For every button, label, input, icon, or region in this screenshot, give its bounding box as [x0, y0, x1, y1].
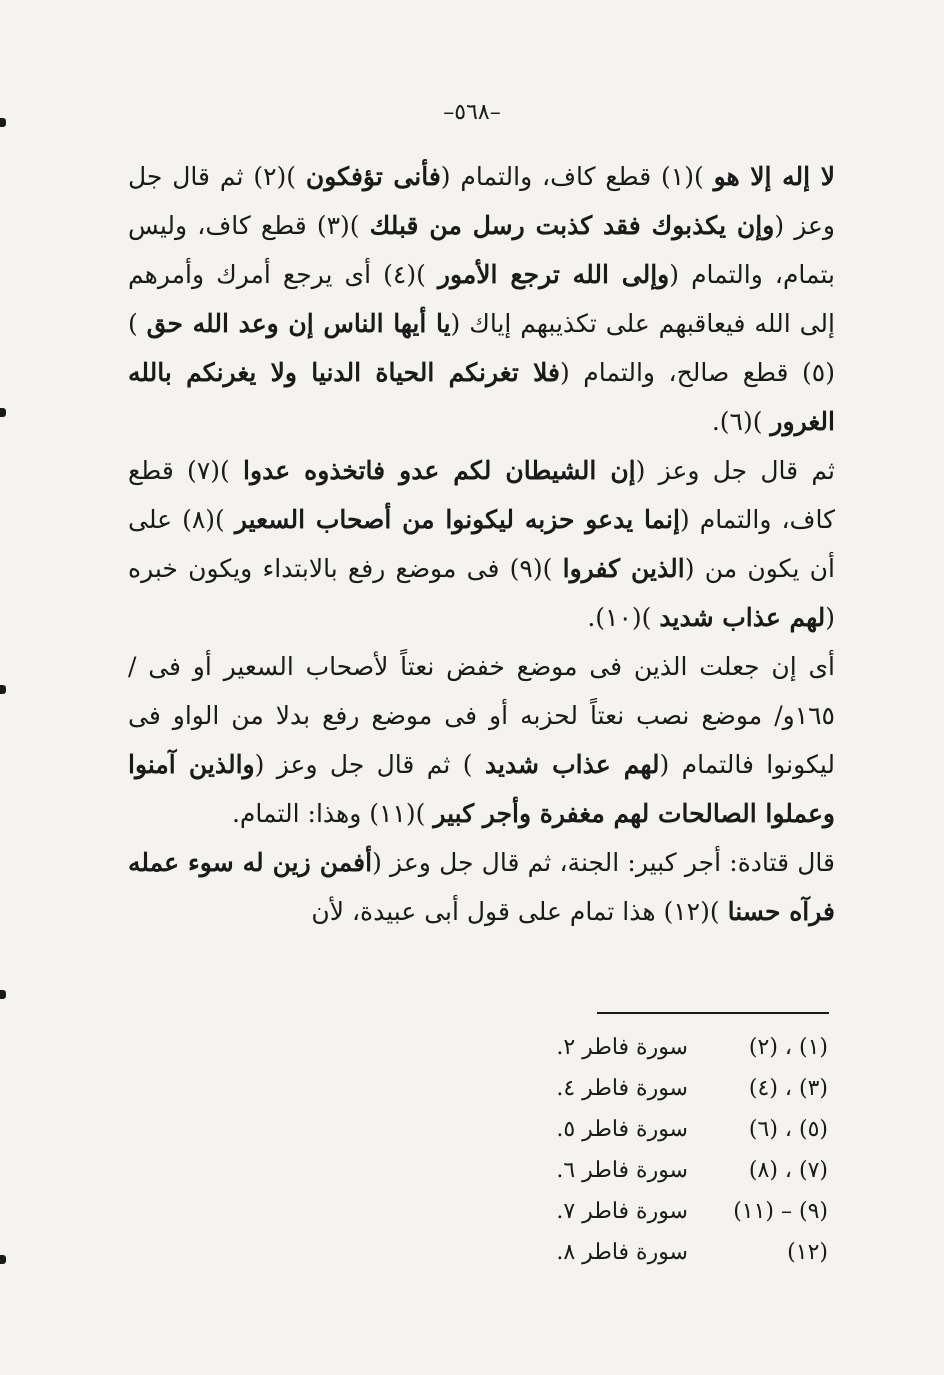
- text-run: )(١١) وهذا: التمام.: [231, 799, 434, 828]
- footnote-row: [480, 1191, 828, 1232]
- text-run: )(٩) فى موضع رفع بالابتداء ويكون خبره (: [128, 554, 835, 632]
- text-run: قال قتادة: أجر كبير: الجنة، ثم قال جل وعز (: [372, 848, 835, 877]
- quran-quote: وإلى الله ترجع الأمور: [437, 260, 670, 289]
- footnote-refs: (٣) ، (٤): [748, 1076, 828, 1101]
- footnote-refs: (٩) – (١١): [733, 1199, 828, 1224]
- main-text: [128, 152, 835, 936]
- quran-quote: أفمن زين له سوء عمله فرآه حسنا: [128, 848, 835, 926]
- footnote-row: [480, 1109, 828, 1150]
- text-run: ) ثم قال جل وعز (: [254, 750, 485, 779]
- quran-quote: لهم عذاب شديد: [659, 603, 826, 632]
- margin-mark: [0, 990, 6, 999]
- footnote-row: [480, 1232, 828, 1273]
- margin-mark: [0, 685, 6, 694]
- margin-mark: [0, 1255, 6, 1264]
- quran-quote: الذين كفروا: [562, 554, 685, 583]
- quran-quote: إنما يدعو حزبه ليكونوا من أصحاب السعير: [234, 505, 680, 534]
- paragraph: [128, 642, 835, 838]
- footnotes: [480, 1027, 828, 1273]
- text-run: )(١٠).: [587, 603, 660, 632]
- quran-quote: فأنى تؤفكون: [305, 162, 441, 191]
- footnote-separator: [597, 1012, 829, 1014]
- text-run: )(١) قطع كاف، والتمام (: [440, 162, 714, 191]
- quran-quote: لا إله إلا هو: [713, 162, 835, 191]
- footnote-text: سورة فاطر ٦.: [556, 1158, 688, 1183]
- margin-mark: [0, 408, 6, 417]
- footnote-text: سورة فاطر ٥.: [556, 1117, 688, 1142]
- footnote-refs: (٧) ، (٨): [748, 1158, 828, 1183]
- paragraph: [128, 446, 835, 642]
- text-run: )(٨) على أن يكون من (: [128, 505, 835, 583]
- quran-quote: يا أيها الناس إن وعد الله حق: [146, 309, 451, 338]
- text-run: )(٤) أى يرجع أمرك وأمرهم إلى الله فيعاقبهم على تكذيبهم إياك (: [128, 260, 835, 338]
- paragraph: [128, 838, 835, 936]
- page-number: –٥٦٨–: [443, 100, 501, 125]
- paragraph: [128, 152, 835, 446]
- quran-quote: فلا تغرنكم الحياة الدنيا ولا يغرنكم بالله الغرور: [128, 358, 835, 436]
- quran-quote: والذين آمنوا وعملوا الصالحات لهم مغفرة وأجر كبير: [128, 750, 835, 828]
- footnote-row: [480, 1027, 828, 1068]
- footnote-refs: (١٢): [787, 1240, 828, 1265]
- footnote-row: [480, 1068, 828, 1109]
- text-run: )(٦).: [711, 407, 771, 436]
- quran-quote: إن الشيطان لكم عدو فاتخذوه عدوا: [243, 456, 636, 485]
- footnote-refs: (٥) ، (٦): [748, 1117, 828, 1142]
- footnote-text: سورة فاطر ٢.: [556, 1035, 688, 1060]
- margin-mark: [0, 118, 6, 127]
- footnote-text: سورة فاطر ٤.: [556, 1076, 688, 1101]
- text-run: )(٥) قطع صالح، والتمام (: [128, 309, 835, 387]
- footnote-refs: (١) ، (٢): [748, 1035, 828, 1060]
- text-run: أى إن جعلت الذين فى موضع خفض نعتاً لأصحاب السعير أو فى /١٦٥و/ موضع نصب نعتاً لحزبه أو فى موضع رفع بدلا من الواو فى ليكونوا فالتمام (: [128, 652, 835, 779]
- text-run: ثم قال جل وعز (: [635, 456, 835, 485]
- footnote-text: سورة فاطر ٨.: [556, 1240, 688, 1265]
- quran-quote: لهم عذاب شديد: [484, 750, 660, 779]
- text-run: )(٧) قطع كاف، والتمام (: [128, 456, 835, 534]
- text-run: )(٢) ثم قال جل وعز (: [128, 162, 835, 240]
- quran-quote: وإن يكذبوك فقد كذبت رسل من قبلك: [369, 211, 775, 240]
- text-run: )(٣) قطع كاف، وليس بتمام، والتمام (: [128, 211, 835, 289]
- footnote-text: سورة فاطر ٧.: [556, 1199, 688, 1224]
- footnote-row: [480, 1150, 828, 1191]
- text-run: )(١٢) هذا تمام على قول أبى عبيدة، لأن: [311, 897, 728, 926]
